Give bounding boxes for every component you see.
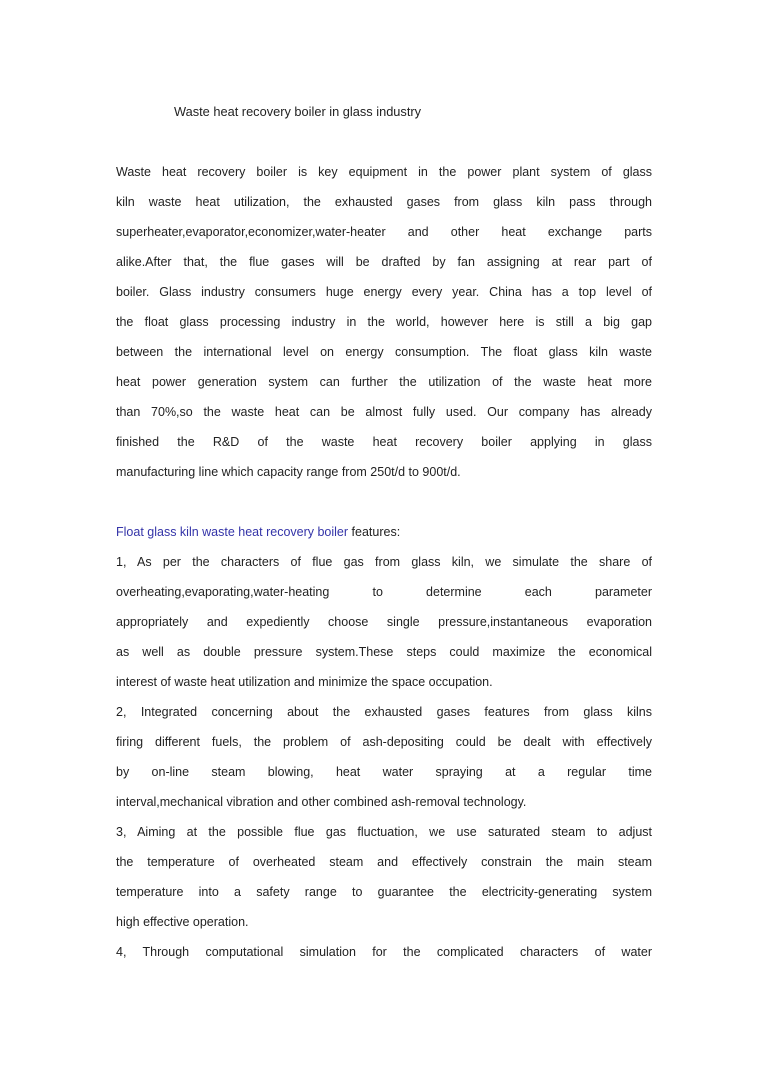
feature-item-3 [116,817,652,937]
feature-line: high effective operation. [116,915,249,929]
intro-line: kiln waste heat utilization, the exhausted gases from glass kiln pass through [116,195,652,209]
feature-line: interest of waste heat utilization and minimize the space occupation. [116,675,493,689]
feature-line: appropriately and expediently choose single pressure,instantaneous evaporation [116,615,652,629]
features-heading-rest: features: [348,525,401,539]
intro-paragraph [116,157,652,487]
feature-item-2 [116,697,652,817]
intro-line: manufacturing line which capacity range from 250t/d to 900t/d. [116,465,461,479]
intro-line: alike.After that, the flue gases will be drafted by fan assigning at rear part of [116,255,652,269]
feature-line: 3, Aiming at the possible flue gas fluctuation, we use saturated steam to adjust [116,825,652,839]
feature-line: 4, Through computational simulation for the complicated characters of water [116,945,652,959]
feature-line: 1, As per the characters of flue gas from glass kiln, we simulate the share of [116,555,652,569]
feature-line: firing different fuels, the problem of ash-depositing could be dealt with effectively [116,735,652,749]
document-title: Waste heat recovery boiler in glass industry [174,104,422,119]
features-heading-link[interactable]: Float glass kiln waste heat recovery boiler [116,525,349,539]
feature-line: by on-line steam blowing, heat water spraying at a regular time [116,765,652,779]
feature-line: the temperature of overheated steam and effectively constrain the main steam [116,855,652,869]
features-section [116,517,652,967]
intro-line: finished the R&D of the waste heat recovery boiler applying in glass [116,435,652,449]
feature-line: overheating,evaporating,water-heating to determine each parameter [116,585,652,599]
intro-line: than 70%,so the waste heat can be almost fully used. Our company has already [116,405,652,419]
intro-line: boiler. Glass industry consumers huge energy every year. China has a top level of [116,285,652,299]
features-heading [116,517,652,547]
feature-line: interval,mechanical vibration and other combined ash-removal technology. [116,795,527,809]
feature-item-4 [116,937,652,967]
intro-line: between the international level on energy consumption. The float glass kiln waste [116,345,652,359]
feature-line: temperature into a safety range to guarantee the electricity-generating system [116,885,652,899]
feature-line: as well as double pressure system.These steps could maximize the economical [116,645,652,659]
feature-item-1 [116,547,652,697]
intro-line: superheater,evaporator,economizer,water-heater and other heat exchange parts [116,225,652,239]
intro-line: the float glass processing industry in the world, however here is still a big gap [116,315,652,329]
intro-line: Waste heat recovery boiler is key equipment in the power plant system of glass [116,165,652,179]
feature-line: 2, Integrated concerning about the exhausted gases features from glass kilns [116,705,652,719]
intro-line: heat power generation system can further the utilization of the waste heat more [116,375,652,389]
